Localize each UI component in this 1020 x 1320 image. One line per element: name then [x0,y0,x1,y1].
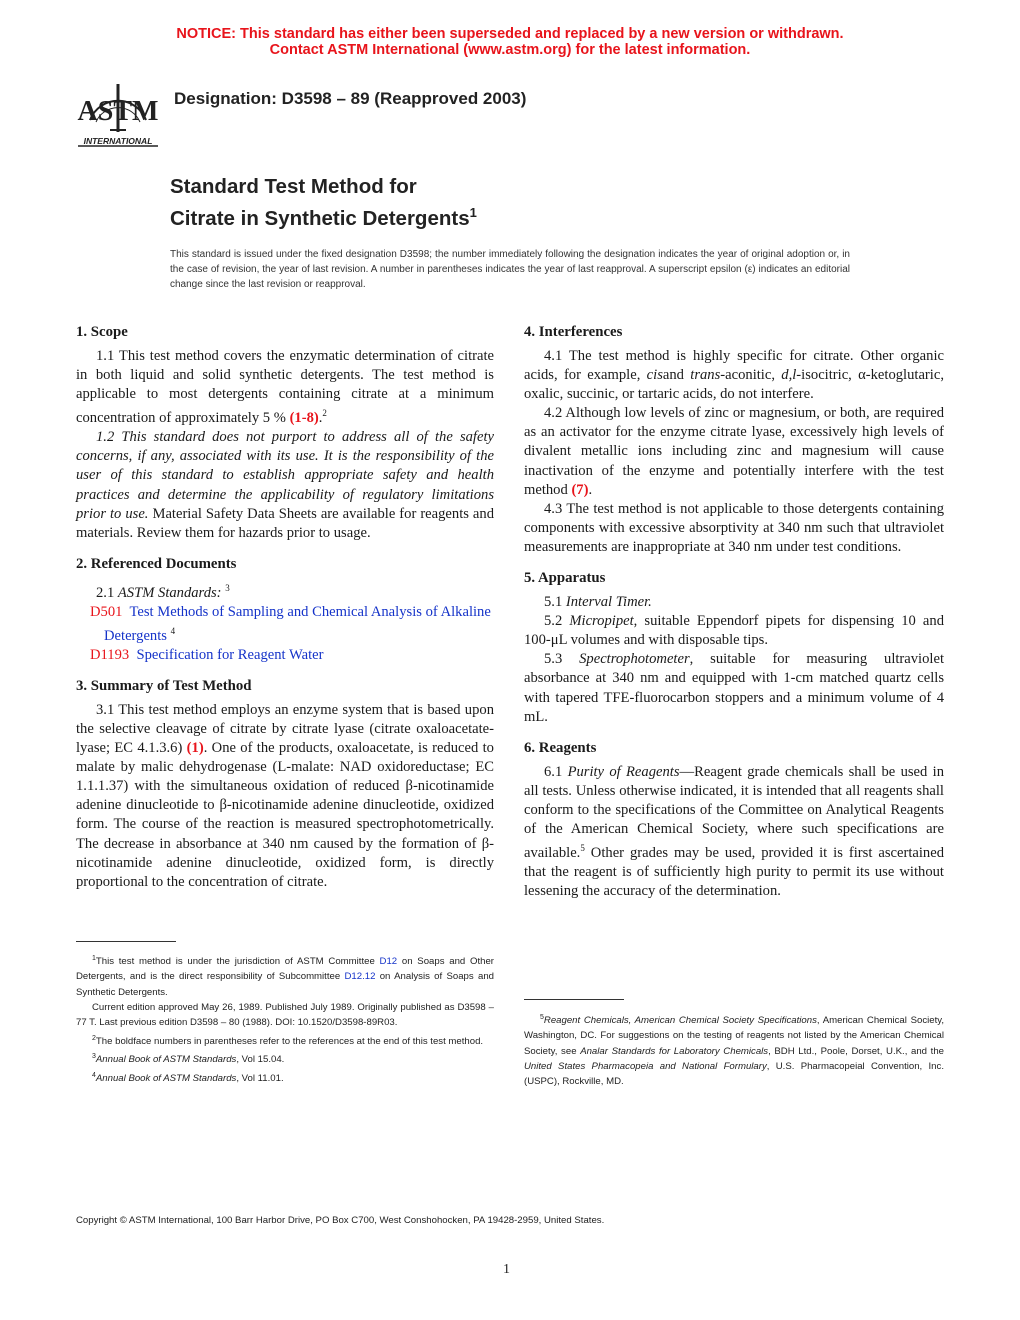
section-6-heading: 6. Reagents [524,739,597,756]
ref-1-8-link[interactable]: (1-8) [289,410,319,427]
para-1-2: 1.2 This standard does not purport to address all of the safety concerns, if any, associated with its use. It is the responsibility of the user of this standard to establish appropriate safety and health practices and determine the applicability of regulatory limitations prior to use. Material Safety Data Sheets are available for reagents and materials. Review them for hazards prior to usage. [76,429,495,541]
footnote-5-marker: 5 [580,843,585,854]
footnote-1: $^1$This test method is under the jurisdiction of ASTM Committee D12 on Soaps and Other Detergents, and is the direct responsibility of Subcommittee D12.12 on Analysis of Soaps and Synthetic Detergents. [76,955,494,998]
para-6-1: 6.1 Purity of Reagents—Reagent grade chemicals shall be used in all tests. Unless otherwise indicated, it is intended that all reagents shall conform to the specifications of the Committee on Analytical Reagents of the American Chemical Society, where such specifications are available.$^5$ Other grades may be used, provided it is first ascertained that the reagent is of sufficiently high purity to permit its use without lessening the accuracy of the determination. [524,763,944,900]
ref-d1193[interactable] [76,646,494,665]
notice-line-1: NOTICE: This standard has either been superseded and replaced by a new version or withdrawn. [176,26,844,42]
title-line-2: Citrate in Synthetic Detergents$^1$ [170,205,477,230]
d501-title-link[interactable]: Test Methods of Sampling and Chemical Analysis of Alkaline Detergents [104,603,491,644]
ref-1-link[interactable]: (1) [186,740,204,757]
footnote-separator-right [524,999,624,1000]
para-2-1: 2.1 ASTM Standards: $^3$ [96,582,230,601]
para-5-2: 5.2 Micropipet, suitable Eppendorf pipets for dispensing 10 and 100-μL volumes and with disposable tips. [524,613,945,649]
section-5-heading: 5. Apparatus [524,570,606,587]
footnotes-left [76,951,494,1086]
d1193-code-link[interactable]: D1193 [90,646,130,663]
para-4-1: 4.1 The test method is highly specific for citrate. Other organic acids, for example, cisand trans-aconitic, d,l-isocitric, α-ketoglutaric, oxalic, succinic, or tartaric acids, do not interfere. [524,348,944,403]
footnote-4-marker: 4 [170,625,176,636]
title-footnote-marker: 1 [469,205,477,220]
logo-letters: ASTM [77,96,159,127]
footnote-2-marker: 2 [322,408,327,419]
section-3-heading: 3. Summary of Test Method [76,677,252,694]
para-3-1: 3.1 This test method employs an enzyme system that is based upon the selective cleavage of citrate by citrate lyase (citrate oxaloacetate-lyase; EC 4.1.3.6) (1). One of the products, oxaloacetate, is reduced to malate by malic dehydrogenase (L-malate: NAD oxidoreductase; EC 1.1.1.37) with the simultaneous oxidation of reduced β-nicotinamide adenine dinucleotide to β-nicotinamide adenine dinucleotide, oxidized form. The course of the reaction is measured spectrophotometrically. The decrease in absorbance at 340 nm caused by the formation of β-nicotinamide adenine dinucleotide, oxidized form, is directly proportional to the concentration of citrate. [76,701,494,890]
para-4-3: 4.3 The test method is not applicable to those detergents containing components with excessive absorptivity at 340 nm such that ultraviolet measurements are inappropriate at 340 nm under test conditions. [524,500,944,555]
right-column [524,323,944,901]
para-1-1: 1.1 This test method covers the enzymatic determination of citrate in both liquid and solid synthetic detergents. The test method is applicable to most detergents containing citrate at a minimum concentration of approximately 5 % (1-8).$^2$ [76,348,494,427]
para-5-3: 5.3 Spectrophotometer, suitable for measuring ultraviolet absorbance at 340 nm and equipped with 1-cm matched quartz cells with tapered TFE-fluorocarbon stoppers and a minimum volume of 4 mL. [524,651,944,725]
para-4-2: 4.2 Although low levels of zinc or magnesium, or both, are required as an activator for the enzyme citrate lyase, excessively high levels of divalent metallic ions including zinc and magnesium will cause inactivation of the enzyme and potentially interfere with the test method (7). [524,405,944,498]
document-title [170,174,477,232]
astm-logo-mark [76,76,160,150]
footnote-separator-left [76,941,176,942]
section-1-heading: 1. Scope [76,324,128,340]
d1193-title-link[interactable]: Specification for Reagent Water [136,646,324,663]
footnote-5: $^5$Reagent Chemicals, American Chemical Society Specifications, American Chemical Society, Washington, DC. For suggestions on the testing of reagents not listed by the American Chemical Society, see Analar Standards for Laboratory Chemicals, BDH Ltd., Poole, Dorset, U.K., and the United States Pharmacopeia and National Formulary, U.S. Pharmacopeial Convention, Inc. (USPC), Rockville, MD. [524,1014,944,1088]
section-2-heading: 2. Referenced Documents [76,555,237,572]
astm-logo [76,76,160,150]
section-4-heading: 4. Interferences [524,324,623,340]
logo-subtitle: INTERNATIONAL [83,136,153,146]
designation: Designation: D3598 – 89 (Reapproved 2003) [174,89,527,108]
footnote-2: $^2$The boldface numbers in parentheses refer to the references at the end of this test method. [92,1034,484,1047]
notice-line-2: Contact ASTM International (www.astm.org) for the latest information. [269,42,751,58]
ref-7-link[interactable]: (7) [571,481,589,498]
page-number: 1 [503,1262,510,1277]
ref-d501[interactable] [76,603,494,646]
footnote-3-marker: 3 [225,582,230,593]
copyright-line: Copyright © ASTM International, 100 Barr Harbor Drive, PO Box C700, West Conshohocken, PA 19428-2959, United States. [76,1215,605,1226]
d12-12-link[interactable]: D12.12 [344,971,376,983]
footnote-1-edition: Current edition approved May 26, 1989. Published July 1989. Originally published as D3598 – 77 T. Last previous edition D3598 – 80 (1988). DOI: 10.1520/D3598-89R03. [76,1002,494,1029]
issue-statement: This standard is issued under the fixed designation D3598; the number immediately following the designation indicates the year of original adoption or, in the case of revision, the year of last revision. A number in parentheses indicates the year of last reapproval. A superscript epsilon (ε) indicates an editorial change since the last revision or reapproval. [170,249,850,290]
footnote-4: $^4$Annual Book of ASTM Standards, Vol 11.01. [92,1071,284,1084]
d501-code-link[interactable]: D501 [90,603,123,620]
left-column [76,323,494,892]
withdrawal-notice [0,26,1020,58]
para-5-1: 5.1 Interval Timer. [544,594,652,611]
footnote-3: $^3$Annual Book of ASTM Standards, Vol 15.04. [92,1053,285,1066]
d12-link[interactable]: D12 [379,956,398,968]
title-line-1: Standard Test Method for [170,175,417,198]
footnotes-right [524,1010,944,1090]
